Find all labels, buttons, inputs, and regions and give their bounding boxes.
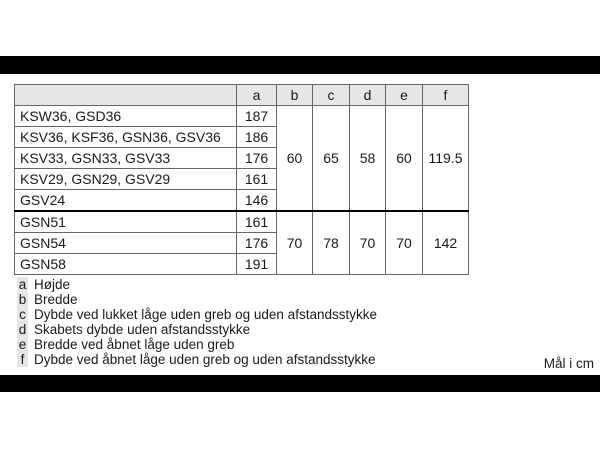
model-cell: KSV36, KSF36, GSN36, GSV36	[15, 127, 237, 148]
legend-item	[17, 322, 377, 337]
legend-text: Skabets dybde uden afstandsstykke	[34, 322, 251, 337]
model-cell: KSW36, GSD36	[15, 106, 237, 127]
height-cell: 176	[237, 148, 277, 169]
group1-open-depth-cell: 119.5	[423, 106, 469, 212]
legend	[17, 277, 377, 367]
legend-item	[17, 277, 377, 292]
group2-open-width-cell: 70	[386, 211, 423, 275]
legend-key: f	[17, 352, 28, 367]
legend-key: c	[17, 307, 28, 322]
legend-key: b	[18, 292, 27, 307]
height-cell: 187	[237, 106, 277, 127]
table-row	[15, 211, 469, 233]
height-cell: 161	[237, 169, 277, 190]
model-cell: GSV24	[15, 190, 237, 212]
height-cell: 186	[237, 127, 277, 148]
legend-key: e	[18, 337, 27, 352]
legend-item	[17, 307, 377, 322]
model-cell: KSV33, GSN33, GSV33	[15, 148, 237, 169]
table-header-row	[15, 85, 469, 106]
legend-text: Højde	[34, 277, 71, 292]
legend-item	[17, 292, 377, 307]
legend-item	[17, 352, 377, 367]
legend-key: a	[18, 277, 27, 292]
header-c: c	[313, 85, 350, 106]
group2-width-cell: 70	[277, 211, 313, 275]
legend-key: d	[18, 322, 27, 337]
legend-item	[17, 337, 377, 352]
model-cell: GSN54	[15, 233, 237, 254]
group2-cabinet-depth-cell: 70	[350, 211, 386, 275]
legend-text: Bredde	[34, 292, 78, 307]
group1-cabinet-depth-cell: 58	[350, 106, 386, 212]
top-black-bar	[0, 56, 600, 74]
group2-closed-depth-cell: 78	[313, 211, 350, 275]
header-f: f	[423, 85, 469, 106]
height-cell: 191	[237, 254, 277, 275]
dimensions-table	[14, 84, 469, 275]
group1-width-cell: 60	[277, 106, 313, 212]
header-e: e	[386, 85, 423, 106]
header-model	[15, 85, 237, 106]
model-cell: GSN58	[15, 254, 237, 275]
header-b: b	[277, 85, 313, 106]
legend-text: Dybde ved åbnet låge uden greb og uden afstandsstykke	[34, 352, 376, 367]
unit-note: Mål i cm	[543, 356, 594, 371]
legend-text: Dybde ved lukket låge uden greb og uden afstandsstykke	[34, 307, 377, 322]
height-cell: 146	[237, 190, 277, 212]
group1-closed-depth-cell: 65	[313, 106, 350, 212]
model-cell: GSN51	[15, 211, 237, 233]
table-row	[15, 106, 469, 127]
height-cell: 161	[237, 211, 277, 233]
group1-open-width-cell: 60	[386, 106, 423, 212]
model-cell: KSV29, GSN29, GSV29	[15, 169, 237, 190]
header-a: a	[237, 85, 277, 106]
height-cell: 176	[237, 233, 277, 254]
bottom-black-bar	[0, 375, 600, 392]
group2-open-depth-cell: 142	[423, 211, 469, 275]
header-d: d	[350, 85, 386, 106]
legend-text: Bredde ved åbnet låge uden greb	[34, 337, 235, 352]
